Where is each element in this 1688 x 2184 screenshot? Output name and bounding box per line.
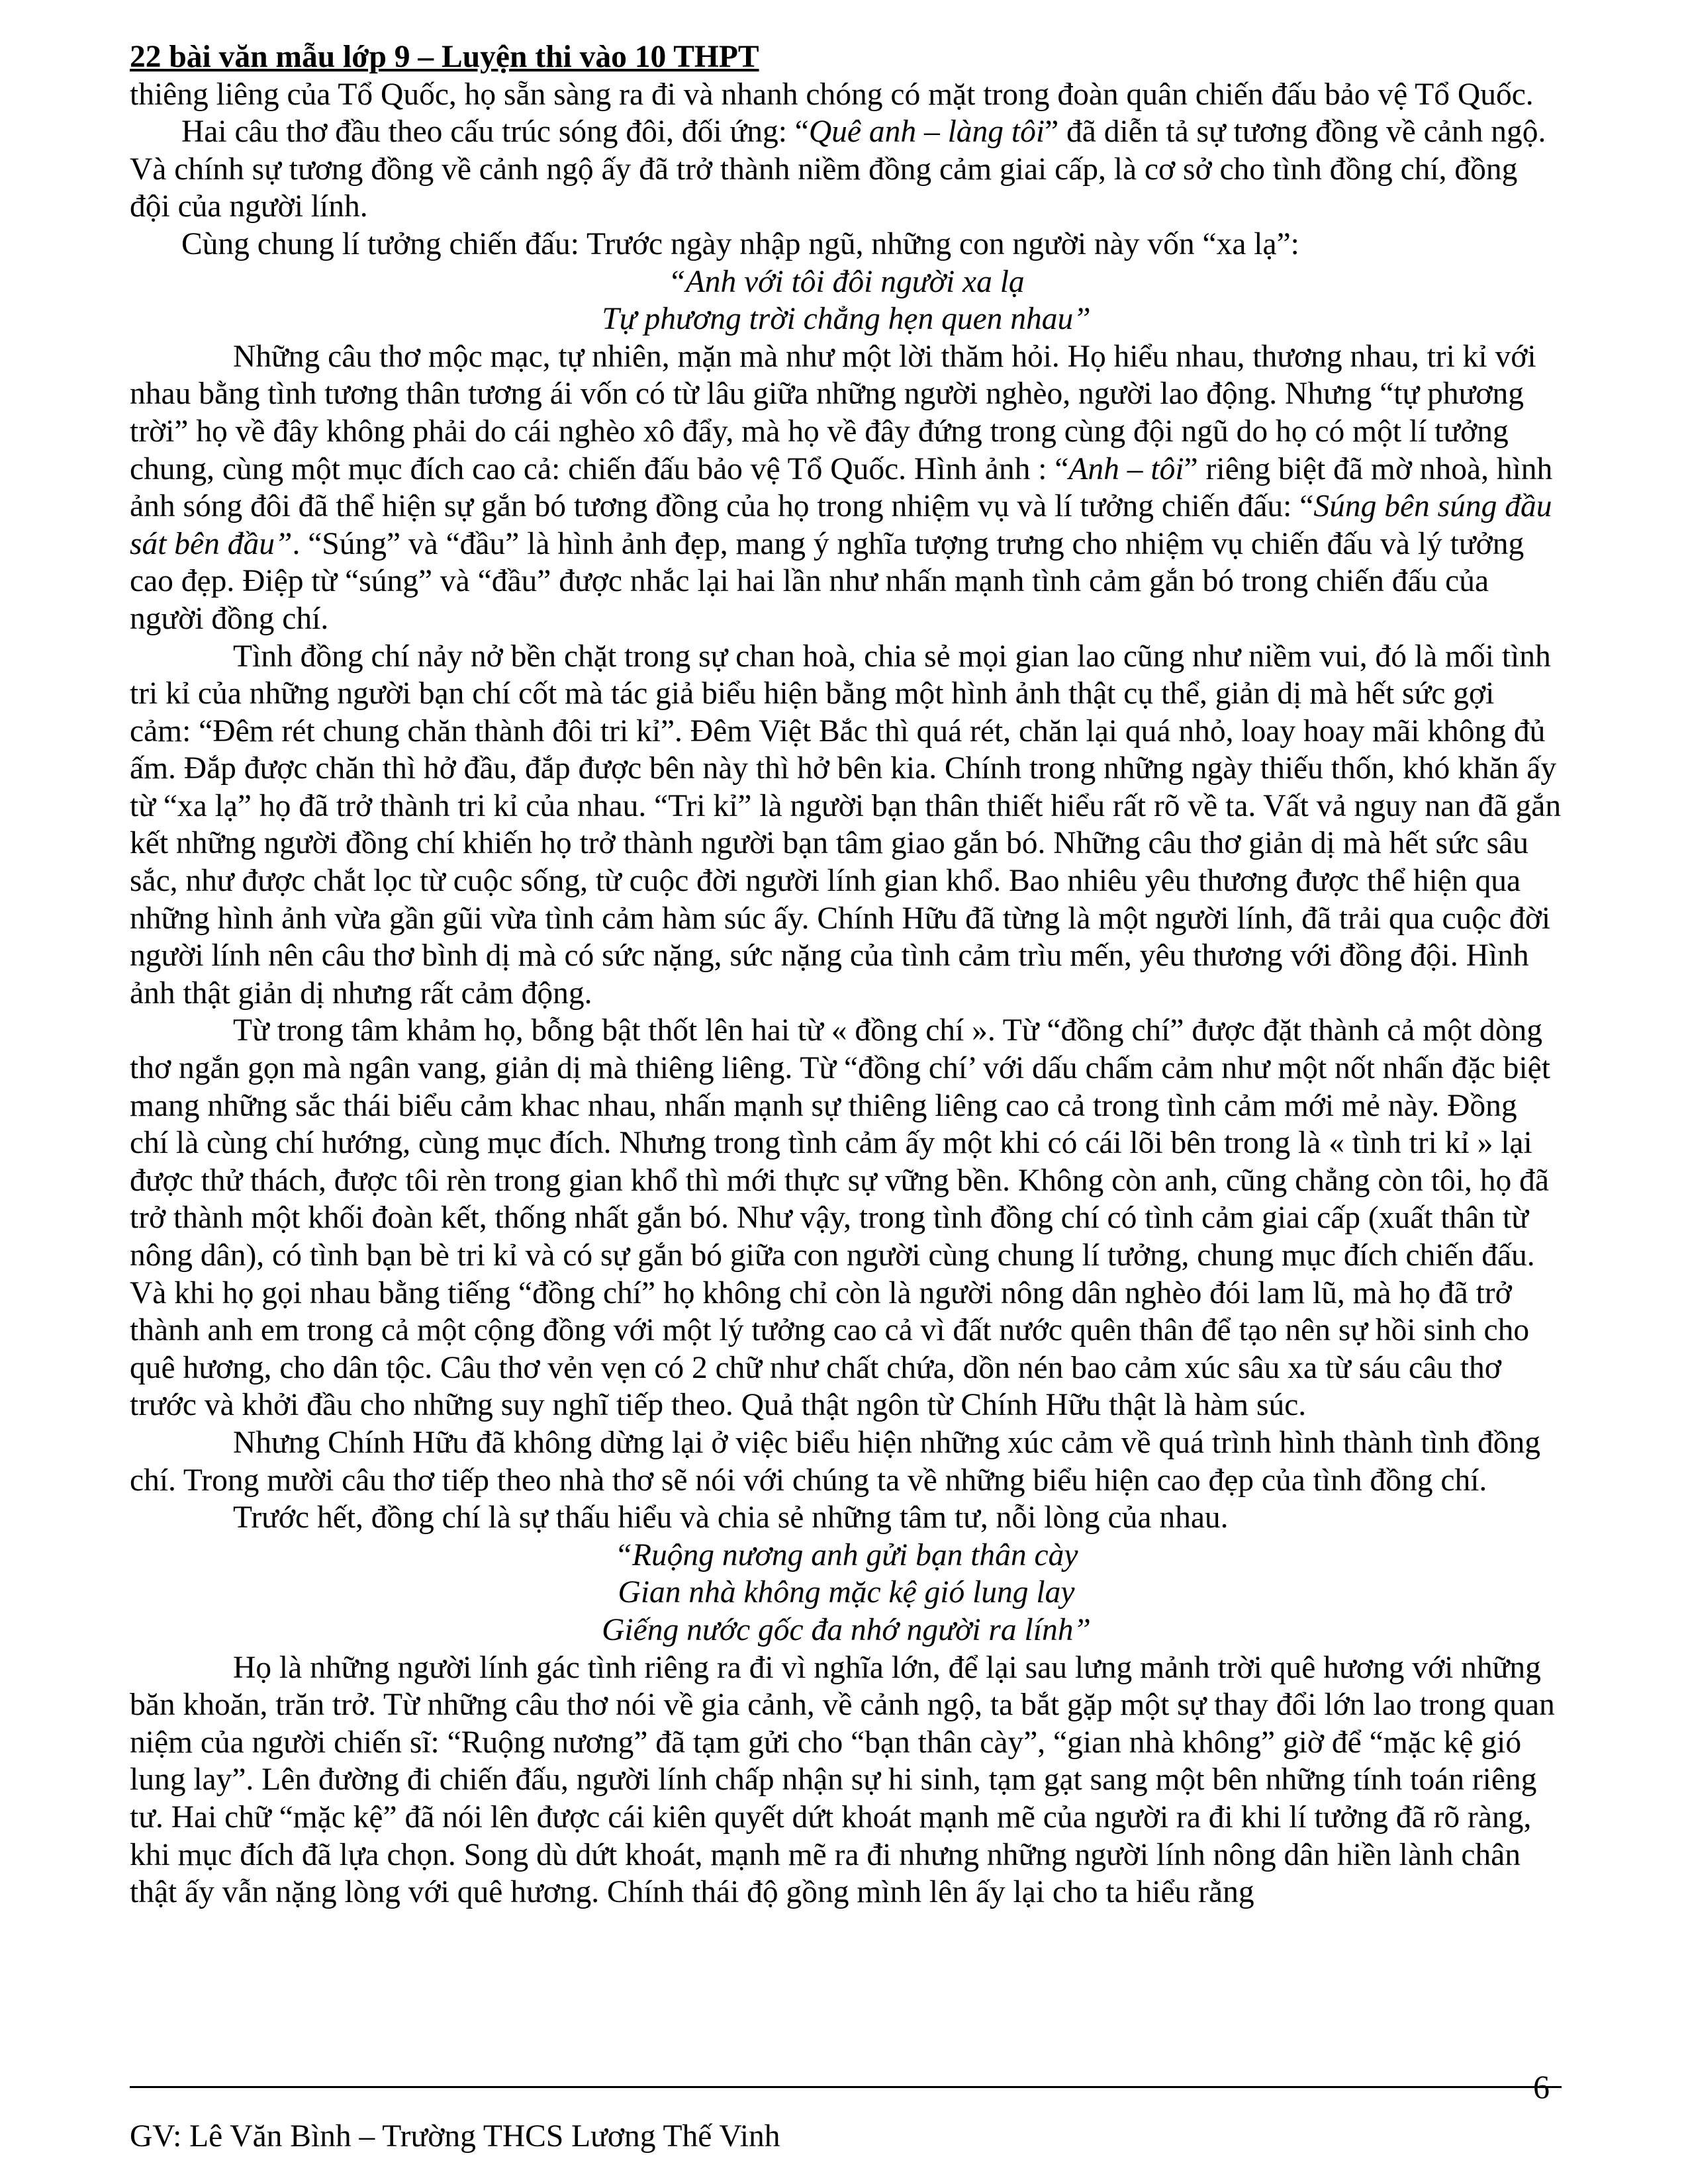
paragraph-4-quote-anh-toi: Anh – tôi: [1068, 451, 1184, 486]
paragraph-9: Họ là những người lính gác tình riêng ra đi vì nghĩa lớn, để lại sau lưng mảnh trời quê hương với những băn khoăn, trăn trở. Từ những câu thơ nói về gia cảnh, về cảnh ngộ, ta bắt gặp một sự thay đổi lớn lao trong quan niệm của người chiến sĩ: “Ruộng nương” đã tạm gửi cho “bạn thân cày”, “gian nhà không” giờ để “mặc kệ gió lung lay”. Lên đường đi chiến đấu, người lính chấp nhận sự hi sinh, tạm gạt sang một bên những tính toán riêng tư. Hai chữ “mặc kệ” đã nói lên được cái kiên quyết dứt khoát mạnh mẽ của người ra đi khi lí tưởng đã rõ ràng, khi mục đích đã lựa chọn. Song dù dứt khoát, mạnh mẽ ra đi nhưng những người lính nông dân hiền lành chân thật ấy vẫn nặng lòng với quê hương. Chính thái độ gồng mình lên ấy lại cho ta hiểu rằng: [130, 1650, 1555, 1910]
paragraph-1: thiêng liêng của Tổ Quốc, họ sẵn sàng ra đi và nhanh chóng có mặt trong đoàn quân chiến đấu bảo vệ Tổ Quốc.: [130, 77, 1534, 112]
paragraph-4-text-a: Những câu thơ mộc mạc, tự nhiên, mặn mà như một lời thăm hỏi. Họ hiểu nhau, thương nhau, tri kỉ với nhau bằng tình tương thân tương ái vốn có từ lâu giữa những người nghèo, người lao động. Nhưng “tự phương trời” họ về đây không phải do cái nghèo xô đẩy, mà họ về đây đứng trong cùng đội ngũ do họ có một lí tưởng chung, cùng một mục đích cao cả: chiến đấu bảo vệ Tổ Quốc. Hình ảnh : “: [130, 339, 1536, 486]
document-header: 22 bài văn mẫu lớp 9 – Luyện thi vào 10 THPT: [130, 40, 759, 74]
page-number: 6: [1533, 2068, 1550, 2105]
verse-2-line-3: Giếng nước gốc đa nhớ người ra lính”: [602, 1612, 1091, 1647]
paragraph-4-text-e: . “Súng” và “đầu” là hình ảnh đẹp, mang ý nghĩa tượng trưng cho nhiệm vụ chiến đấu và lý tưởng cao đẹp. Điệp từ “súng” và “đầu” được nhắc lại hai lần như nhấn mạnh tình cảm gắn bó trong chiến đấu của người đồng chí.: [130, 526, 1524, 636]
paragraph-2: [130, 113, 1563, 226]
paragraph-8: Trước hết, đồng chí là sự thấu hiểu và chia sẻ những tâm tư, nỗi lòng của nhau.: [233, 1500, 1229, 1535]
verse-2-line-1: “Ruộng nương anh gửi bạn thân cày: [614, 1537, 1078, 1572]
paragraph-7: Nhưng Chính Hữu đã không dừng lại ở việc biểu hiện những xúc cảm về quá trình hình thành tình đồng chí. Trong mười câu thơ tiếp theo nhà thơ sẽ nói với chúng ta về những biểu hiện cao đẹp của tình đồng chí.: [130, 1425, 1541, 1498]
paragraph-3: Cùng chung lí tưởng chiến đấu: Trước ngày nhập ngũ, những con người này vốn “xa lạ”:: [181, 226, 1299, 261]
paragraph-4: [130, 338, 1563, 638]
verse-2-line-2: Gian nhà không mặc kệ gió lung lay: [618, 1575, 1075, 1610]
paragraph-6: Từ trong tâm khảm họ, bỗng bật thốt lên hai từ « đồng chí ». Từ “đồng chí” được đặt thành cả một dòng thơ ngắn gọn mà ngân vang, giản dị mà thiêng liêng. Từ “đồng chí’ với dấu chấm cảm như một nốt nhấn đặc biệt mang những sắc thái biểu cảm khac nhau, nhấn mạnh sự thiêng liêng cao cả trong tình cảm mới mẻ này. Đồng chí là cùng chí hướng, cùng mục đích. Nhưng trong tình cảm ấy một khi có cái lõi bên trong là « tình tri kỉ » lại được thử thách, được tôi rèn trong gian khổ thì mới thực sự vững bền. Không còn anh, cũng chẳng còn tôi, họ đã trở thành một khối đoàn kết, thống nhất gắn bó. Như vậy, trong tình đồng chí có tình cảm giai cấp (xuất thân từ nông dân), có tình bạn bè tri kỉ và có sự gắn bó giữa con người cùng chung lí tưởng, chung mục đích chiến đấu. Và khi họ gọi nhau bằng tiếng “đồng chí” họ không chỉ còn là người nông dân nghèo đói lam lũ, mà họ đã trở thành anh em trong cả một cộng đồng với một lý tưởng cao cả vì đất nước quên thân để tạo nên sự hồi sinh cho quê hương, cho dân tộc. Câu thơ vẻn vẹn có 2 chữ như chất chứa, dồn nén bao cảm xúc sâu xa từ sáu câu thơ trước và khởi đầu cho những suy nghĩ tiếp theo. Quả thật ngôn từ Chính Hữu thật là hàm súc.: [130, 1013, 1550, 1423]
paragraph-5: Tình đồng chí nảy nở bền chặt trong sự chan hoà, chia sẻ mọi gian lao cũng như niềm vui, đó là mối tình tri kỉ của những người bạn chí cốt mà tác giả biểu hiện bằng một hình ảnh thật cụ thể, giản dị mà hết sức gợi cảm: “Đêm rét chung chăn thành đôi tri kỉ”. Đêm Việt Bắc thì quá rét, chăn lại quá nhỏ, loay hoay mãi không đủ ấm. Đắp được chăn thì hở đầu, đắp được bên này thì hở bên kia. Chính trong những ngày thiếu thốn, khó khăn ấy từ “xa lạ” họ đã trở thành tri kỉ của nhau. “Tri kỉ” là người bạn thân thiết hiểu rất rõ về ta. Vất vả nguy nan đã gắn kết những người đồng chí khiến họ trở thành người bạn tâm giao gắn bó. Những câu thơ giản dị mà hết sức sâu sắc, như được chắt lọc từ cuộc sống, từ cuộc đời người lính gian khổ. Bao nhiêu yêu thương được thể hiện qua những hình ảnh vừa gần gũi vừa tình cảm hàm súc ấy. Chính Hữu đã từng là một người lính, đã trải qua cuộc đời người lính nên câu thơ bình dị mà có sức nặng, sức nặng của tình cảm trìu mến, yêu thương với đồng đội. Hình ảnh thật giản dị nhưng rất cảm động.: [130, 639, 1562, 1011]
footer-divider: [130, 2086, 1562, 2088]
paragraph-2-text-c: ” đã diễn tả sự tương đồng về cảnh ngộ. Và chính sự tương đồng về cảnh ngộ ấy đã trở thành niềm đồng cảm giai cấp, là cơ sở cho tình đồng chí, đồng đội của người lính.: [130, 114, 1546, 224]
footer-author: GV: Lê Văn Bình – Trường THCS Lương Thế Vinh: [130, 2119, 780, 2154]
paragraph-4-quote-sung: Súng bên súng đầu sát bên đầu”: [130, 489, 1552, 561]
paragraph-4-text-c: ” riêng biệt đã mờ nhoà, hình ảnh sóng đôi đã thể hiện sự gắn bó tương đồng của họ trong nhiệm vụ và lí tưởng chiến đấu: “: [130, 451, 1553, 524]
verse-1-line-1: “Anh với tôi đôi người xa lạ: [668, 264, 1025, 299]
document-page: [130, 38, 1563, 1911]
paragraph-2-text-a: Hai câu thơ đầu theo cấu trúc sóng đôi, đối ứng: “: [181, 114, 809, 150]
paragraph-2-quote: Quê anh – làng tôi: [808, 114, 1045, 150]
verse-1-line-2: Tự phương trời chẳng hẹn quen nhau”: [602, 302, 1091, 337]
